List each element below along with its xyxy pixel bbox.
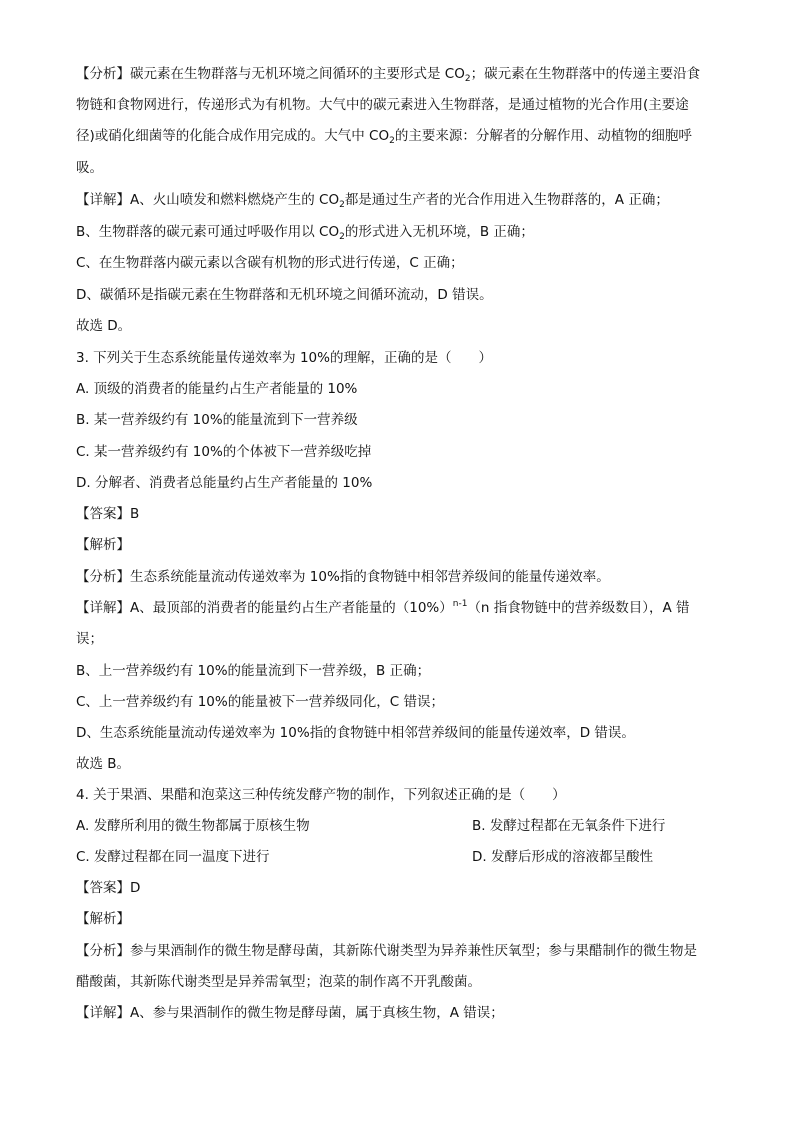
question-3-option-c: C. 某一营养级约有 10%的个体被下一营养级吃掉 [76,444,372,460]
text: 的形式进入无机环境，B 正确； [344,224,534,240]
subscript: 2 [389,136,395,146]
question-3-option-a: A. 顶级的消费者的能量约占生产者能量的 10% [76,381,358,397]
detail-line-d: D、碳循环是指碳元素在生物群落和无机环境之间循环流动，D 错误。 [76,287,493,303]
question-3-stem: 3. 下列关于生态系统能量传递效率为 10%的理解，正确的是（ ） [76,350,492,366]
text: ；碳元素在生物群落中的传递主要沿食 [470,66,701,82]
subscript: 2 [339,232,345,242]
question-4-detail-a: 【详解】A、参与果酒制作的微生物是酵母菌，属于真核生物，A 错误； [76,1005,504,1021]
question-3-detail-c: C、上一营养级约有 10%的能量被下一营养级同化，C 错误； [76,694,444,710]
question-4-options-row-1 [76,816,666,836]
subscript: 2 [464,74,471,84]
text: 【详解】A、火山喷发和燃料燃烧产生的 CO [76,192,340,208]
analysis-line-1 [76,64,700,84]
question-3-analysis: 【分析】生态系统能量流动传递效率为 10%指的食物链中相邻营养级间的能量传递效率。 [76,569,610,585]
question-4-explanation-heading: 【解析】 [76,911,130,927]
question-3-detail-a-cont: 误； [76,631,103,647]
subscript: 2 [339,200,345,210]
question-3-option-b: B. 某一营养级约有 10%的能量流到下一营养级 [76,412,358,428]
question-3-detail-b: B、上一营养级约有 10%的能量流到下一营养级，B 正确； [76,663,431,679]
analysis-line-4: 吸。 [76,160,103,176]
question-4-option-b: B. 发酵过程都在无氧条件下进行 [472,818,666,834]
conclusion-line: 故选 D。 [76,318,132,334]
detail-line-a [76,190,669,210]
question-3-option-d: D. 分解者、消费者总能量约占生产者能量的 10% [76,475,373,491]
analysis-line-2: 物链和食物网进行，传递形式为有机物。大气中的碳元素进入生物群落，是通过植物的光合作用(主要途 [76,97,689,113]
text: 都是通过生产者的光合作用进入生物群落的，A 正确； [344,192,669,208]
analysis-line-3 [76,126,692,146]
question-4-option-d: D. 发酵后形成的溶液都呈酸性 [472,849,653,865]
text: 【详解】A、最顶部的消费者的能量约占生产者能量的（10%） [76,600,453,616]
text: 【分析】碳元素在生物群落与无机环境之间循环的主要形式是 CO [76,66,465,82]
text: 径)或硝化细菌等的化能合成作用完成的。大气中 CO [76,128,390,144]
question-4-analysis-1: 【分析】参与果酒制作的微生物是酵母菌，其新陈代谢类型为异养兼性厌氧型；参与果醋制作的微生物是 [76,943,697,959]
question-3-explanation-heading: 【解析】 [76,537,130,553]
question-4-option-c: C. 发酵过程都在同一温度下进行 [76,849,270,865]
detail-line-b [76,222,534,242]
text: B、生物群落的碳元素可通过呼吸作用以 CO [76,224,340,240]
question-4-analysis-2: 醋酸菌，其新陈代谢类型是异养需氧型；泡菜的制作离不开乳酸菌。 [76,974,481,990]
question-3-detail-a [76,598,690,618]
text: （n 指食物链中的营养级数目），A 错 [467,600,690,616]
question-4-options-row-2 [76,847,653,867]
question-3-conclusion: 故选 B。 [76,756,131,772]
question-4-stem: 4. 关于果酒、果醋和泡菜这三种传统发酵产物的制作，下列叙述正确的是（ ） [76,787,566,803]
question-4-option-a: A. 发酵所利用的微生物都属于原核生物 [76,818,310,834]
detail-line-c: C、在生物群落内碳元素以含碳有机物的形式进行传递，C 正确； [76,255,464,271]
question-4-answer: 【答案】D [76,880,141,896]
question-3-answer: 【答案】B [76,506,140,522]
superscript: n-1 [452,599,468,609]
question-3-detail-d: D、生态系统能量流动传递效率为 10%指的食物链中相邻营养级间的能量传递效率，D 错误。 [76,725,635,741]
text: 的主要来源：分解者的分解作用、动植物的细胞呼 [394,128,692,144]
